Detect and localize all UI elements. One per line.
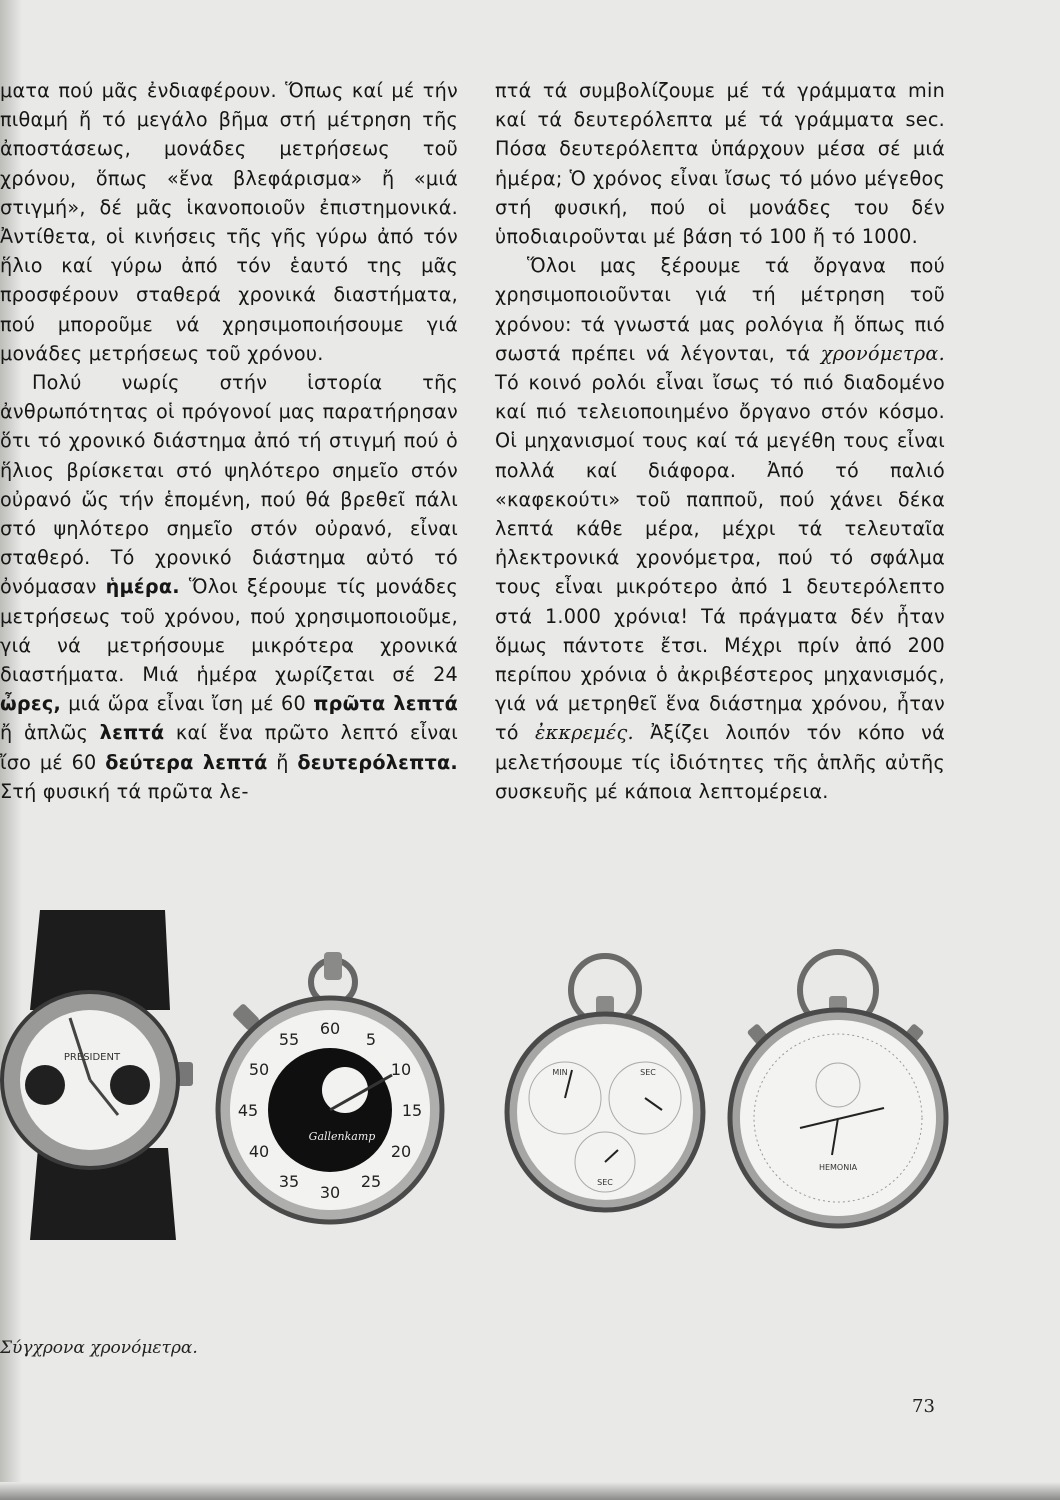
text-run: Στή φυσική τά πρῶτα λε- [0,779,249,803]
dial-number: 20 [390,1142,412,1161]
chronometer-photos [0,900,1060,1240]
text-run: ἤ ἁπλῶς [0,721,89,745]
text-run: Ὅλοι ξέρουμε τίς μονάδες μετρήσεως τοῦ χρόνου, πού χρησιμοποιοῦμε, γιά νά μετρήσουμε μικρότερα χρονικά διαστήματα. Μιά ἡμέρα χωρίζεται σέ 24 [0,575,458,687]
text-run: ἤ [276,750,289,774]
page-bottom-shadow [0,1482,1060,1500]
page-number: 73 [912,1396,935,1417]
dial-number: 25 [360,1172,382,1191]
dial-number: 10 [390,1060,412,1079]
split-stopwatch-photo [730,952,946,1226]
paragraph: ματα πού μᾶς ἐνδιαφέρουν. Ὅπως καί μέ τήν πιθαμή ἤ τό μεγάλο βῆμα στή μέτρηση τῆς ἀποστάσεως, μονάδες μετρήσεως τοῦ χρόνου, ὅπως «ἕνα βλεφάρισμα» ἤ «μιά στιγμή», δέ μᾶς ἱκανοποιοῦν ἐπιστημονικά. Ἀντίθετα, οἱ κινήσεις τῆς γῆς γύρω ἀπό τόν ἥλιο καί γύρω ἀπό τόν ἑαυτό της μᾶς προσφέρουν σταθερά χρονικά διαστήματα, πού μποροῦμε νά χρησιμοποιήσουμε γιά μονάδες μετρήσεως τοῦ χρόνου. [0,79,458,365]
bold-term: λεπτά [99,721,165,745]
right-text-column [495,76,945,806]
watch-brand-label: HEMONIA [818,1163,858,1172]
dial-number: 40 [248,1142,270,1161]
text-run: Ὅλοι μας ξέρουμε τά ὄργανα πού χρησιμοποιοῦνται γιά τή μέτρηση τοῦ χρόνου: τά γνωστά μας ρολόγια ἤ ὅπως πιό σωστά πρέπει νά λέγονται, τά [495,254,945,365]
paragraph [495,251,945,806]
dial-number: 50 [248,1060,270,1079]
wristwatch-photo [2,910,193,1240]
watch-brand-label: PRESIDENT [63,1052,121,1063]
bold-term: δευτερόλεπτα. [297,750,458,774]
figure-caption: Σύγχρονα χρονόμετρα. [0,1338,198,1358]
stopwatch-photo [218,952,442,1222]
dial-number: 35 [278,1172,300,1191]
dial-label-sec: SEC [640,1068,656,1077]
bold-term: ἡμέρα. [105,575,180,599]
text-run: Πολύ νωρίς στήν ἱστορία τῆς ἀνθρωπότητας οἱ πρόγονοί μας παρατήρησαν ὅτι τό χρονικό διάστημα ἀπό τή στιγμή πού ὁ ἥλιος βρίσκεται στό ψηλότερο σημεῖο στόν οὐρανό ὥς τήν ἑπομένη, πού θά βρεθεῖ πάλι στό ψηλότερο σημεῖο στόν οὐρανό, εἶναι σταθερό. Τό χρονικό διάστημα αὐτό τό ὀνόμασαν [0,371,458,599]
italic-term: χρονόμετρα. [820,341,945,365]
dial-number: 45 [237,1101,259,1120]
paragraph [0,368,458,806]
stopwatch-brand-label: Gallenkamp [308,1130,376,1143]
bold-term: δεύτερα λεπτά [105,750,268,774]
dial-label-sec: SEC [597,1178,613,1187]
text-run: Ἀξίζει λοιπόν τόν κόπο νά μελετήσουμε τίς ἰδιότητες τῆς ἁπλῆς αὐτῆς συσκευῆς μέ κάποια λεπτομέρεια. [495,721,945,803]
text-run: Τό κοινό ρολόι εἶναι ἴσως τό πιό διαδομένο καί πιό τελειοποιημένο ὄργανο στόν κόσμο. Οἱ μηχανισμοί τους καί τά μεγέθη τους εἶναι πολλά καί διάφορα. Ἀπό τό παλιό «καφεκούτι» τοῦ παπποῦ, πού χάνει δέκα λεπτά κάθε μέρα, μέχρι τά τελευταῖα ἠλεκτρονικά χρονόμετρα, πού τό σφάλμα τους εἶναι μικρότερο ἀπό 1 δευτερόλεπτο στά 1.000 χρόνια! Τά πράγματα δέν ἦταν ὅμως πάντοτε ἔτσι. Μέχρι πρίν ἀπό 200 περίπου χρόνια ὁ ἀκριβέστερος μηχανισμός, γιά νά μετρηθεῖ ἕνα διάστημα χρόνου, ἦταν τό [495,371,945,745]
italic-term: ἐκκρεμές. [534,721,634,745]
dial-number: 60 [319,1019,341,1038]
text-run: μιά ὥρα εἶναι ἴση μέ 60 [68,692,306,716]
bold-term: ὦρες, [0,692,62,716]
dual-timer-photo [507,956,703,1210]
dial-number: 5 [365,1030,377,1049]
dial-number: 55 [278,1030,300,1049]
dial-label-min: MIN [552,1068,568,1077]
paragraph: πτά τά συμβολίζουμε μέ τά γράμματα min καί τά δευτερόλεπτα μέ τά γράμματα sec. Πόσα δευτερόλεπτα ὑπάρχουν μέσα σέ μιά ἡμέρα; Ὁ χρόνος εἶναι ἴσως τό μόνο μέγεθος στή φυσική, πού οἱ μονάδες του δέν ὑποδιαιροῦνται μέ βάση τό 100 ἤ τό 1000. [495,79,945,249]
bold-term: πρῶτα λεπτά [313,692,458,716]
chronometer-photos-svg [0,900,1060,1240]
left-text-column [0,76,458,806]
dial-number: 30 [319,1183,341,1202]
dial-number: 15 [401,1101,423,1120]
text-run: καί ἕνα πρῶτο λεπτό εἶναι ἴσο μέ 60 [0,721,458,774]
